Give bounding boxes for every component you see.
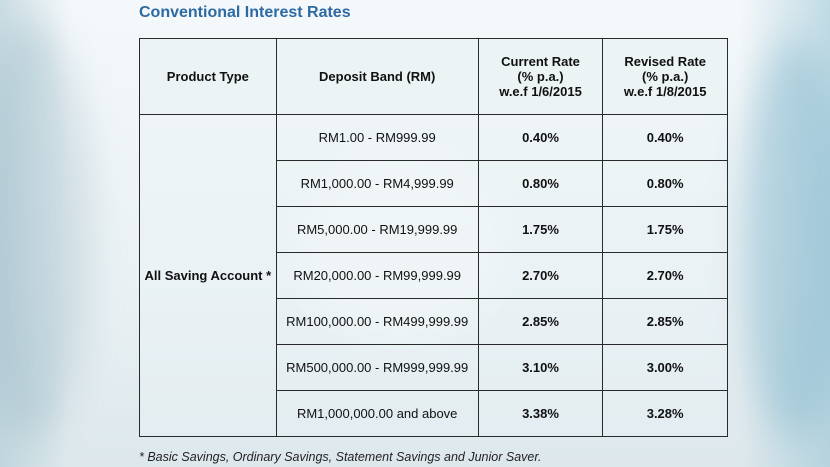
product-type-cell: All Saving Account * — [140, 115, 277, 437]
table-row — [140, 115, 728, 161]
current-rate-cell: 2.85% — [478, 299, 603, 345]
table-header-row — [140, 39, 728, 115]
header-revised-rate-line: (% p.a.) — [642, 69, 689, 84]
revised-rate-cell: 3.28% — [603, 391, 728, 437]
deposit-band-cell: RM5,000.00 - RM19,999.99 — [276, 207, 478, 253]
page-title: Conventional Interest Rates — [139, 4, 351, 21]
header-deposit-band: Deposit Band (RM) — [276, 39, 478, 115]
current-rate-cell: 0.80% — [478, 161, 603, 207]
revised-rate-cell: 3.00% — [603, 345, 728, 391]
current-rate-cell: 3.38% — [478, 391, 603, 437]
header-revised-rate-line: Revised Rate — [624, 54, 706, 69]
revised-rate-cell: 0.40% — [603, 115, 728, 161]
deposit-band-cell: RM1,000.00 - RM4,999.99 — [276, 161, 478, 207]
background-blur-left — [0, 20, 90, 440]
deposit-band-cell: RM20,000.00 - RM99,999.99 — [276, 253, 478, 299]
current-rate-cell: 3.10% — [478, 345, 603, 391]
header-current-rate-line: w.e.f 1/6/2015 — [499, 84, 582, 99]
footnote: * Basic Savings, Ordinary Savings, Statement Savings and Junior Saver. — [139, 450, 542, 464]
background-blur-right — [740, 40, 830, 440]
revised-rate-cell: 2.85% — [603, 299, 728, 345]
interest-rates-table — [139, 38, 728, 437]
revised-rate-cell: 1.75% — [603, 207, 728, 253]
header-current-rate — [478, 39, 603, 115]
deposit-band-cell: RM1.00 - RM999.99 — [276, 115, 478, 161]
deposit-band-cell: RM1,000,000.00 and above — [276, 391, 478, 437]
header-current-rate-line: (% p.a.) — [517, 69, 564, 84]
revised-rate-cell: 0.80% — [603, 161, 728, 207]
current-rate-cell: 0.40% — [478, 115, 603, 161]
deposit-band-cell: RM100,000.00 - RM499,999.99 — [276, 299, 478, 345]
header-revised-rate — [603, 39, 728, 115]
deposit-band-cell: RM500,000.00 - RM999,999.99 — [276, 345, 478, 391]
revised-rate-cell: 2.70% — [603, 253, 728, 299]
header-current-rate-line: Current Rate — [501, 54, 580, 69]
current-rate-cell: 1.75% — [478, 207, 603, 253]
current-rate-cell: 2.70% — [478, 253, 603, 299]
header-revised-rate-line: w.e.f 1/8/2015 — [623, 84, 707, 99]
header-product-type: Product Type — [140, 39, 277, 115]
